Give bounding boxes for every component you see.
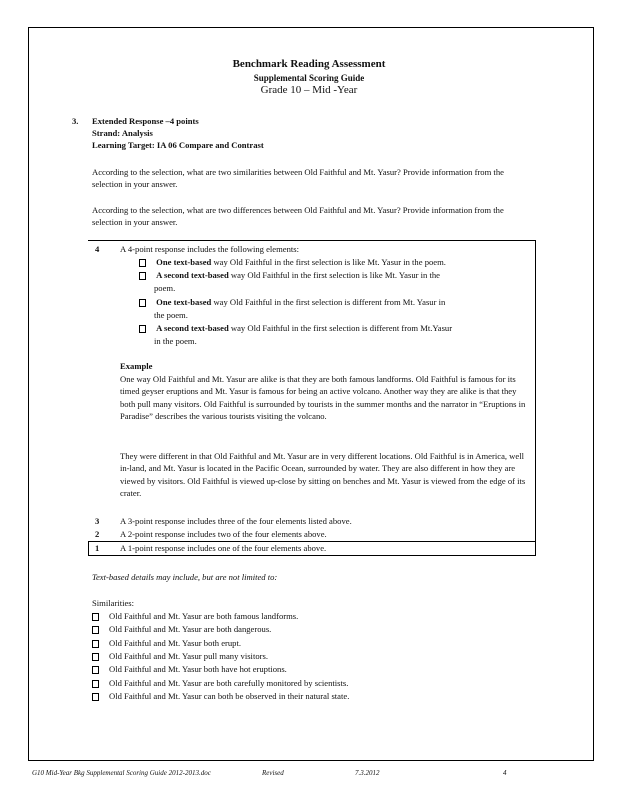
element-3: One text-based way Old Faithful in the first selection is different from Mt. Yasur in xyxy=(139,297,445,307)
doc-subtitle: Supplemental Scoring Guide xyxy=(253,73,365,83)
checkbox-icon xyxy=(92,640,99,648)
footer-filename: G10 Mid-Year Bkg Supplemental Scoring Guide 2012-2013.doc xyxy=(32,769,211,777)
checkbox-icon xyxy=(92,693,99,701)
rubric-top-rule xyxy=(88,240,536,241)
checkbox-icon xyxy=(139,259,146,267)
question-number: 3. xyxy=(72,116,79,126)
learning-target: Learning Target: IA 06 Compare and Contrast xyxy=(92,140,264,150)
similarity-item: Old Faithful and Mt. Yasur both have hot eruptions. xyxy=(92,664,287,674)
similarity-item: Old Faithful and Mt. Yasur both erupt. xyxy=(92,638,241,648)
score-3: 3 xyxy=(95,516,100,526)
similarity-item: Old Faithful and Mt. Yasur are both famous landforms. xyxy=(92,611,298,621)
example-label: Example xyxy=(120,361,153,371)
footer-date: 7.3.2012 xyxy=(355,769,380,777)
checkbox-icon xyxy=(92,680,99,688)
details-intro: Text-based details may include, but are not limited to: xyxy=(92,572,278,582)
score-4-intro: A 4-point response includes the following elements: xyxy=(120,244,300,254)
similarities-label: Similarities: xyxy=(92,598,135,608)
footer-page-number: 4 xyxy=(503,769,507,777)
element-2: A second text-based way Old Faithful in the first selection is like Mt. Yasur in the xyxy=(139,270,440,280)
checkbox-icon xyxy=(139,272,146,280)
checkbox-icon xyxy=(92,613,99,621)
doc-title: Benchmark Reading Assessment xyxy=(232,58,386,70)
checkbox-icon xyxy=(139,325,146,333)
rubric-left-rule xyxy=(88,541,89,556)
element-4: A second text-based way Old Faithful in the first selection is different from Mt.Yasur xyxy=(139,323,452,333)
prompt-differences: According to the selection, what are two differences between Old Faithful and Mt. Yasur? Provide information from the selection in your answer. xyxy=(92,205,504,228)
checkbox-icon xyxy=(92,666,99,674)
checkbox-icon xyxy=(139,299,146,307)
checkbox-icon xyxy=(92,626,99,634)
checkbox-icon xyxy=(92,653,99,661)
score-2-text: A 2-point response includes two of the four elements above. xyxy=(120,529,327,539)
example-paragraph-1: One way Old Faithful and Mt. Yasur are alike is that they are both famous landforms. Old Faithful is famous for its timed geyser eruptions and Mt. Yasur is famous for being an active volcano. Another way they are alike is that they both pull many visitors. Old Faithful is surrounded by tourists in the summer months and the narrator in “Eruptions in Paradise” describes the various tourists visiting the volcano. xyxy=(120,374,526,422)
prompt-similarities: According to the selection, what are two similarities between Old Faithful and Mt. Yasur? Provide information from the selection in your answer. xyxy=(92,167,504,190)
score-1-text: A 1-point response includes one of the four elements above. xyxy=(120,543,327,553)
rubric-bottom-rule xyxy=(88,555,536,556)
question-strand: Strand: Analysis xyxy=(92,128,153,138)
rubric-row-rule xyxy=(88,541,536,542)
similarity-item: Old Faithful and Mt. Yasur are both carefully monitored by scientists. xyxy=(92,678,348,688)
similarity-item: Old Faithful and Mt. Yasur pull many visitors. xyxy=(92,651,268,661)
similarity-item: Old Faithful and Mt. Yasur are both dangerous. xyxy=(92,624,271,634)
element-1: One text-based way Old Faithful in the first selection is like Mt. Yasur in the poem. xyxy=(139,257,446,267)
rubric-right-rule xyxy=(535,240,536,555)
element-3-cont: the poem. xyxy=(154,310,188,320)
element-4-cont: in the poem. xyxy=(154,336,197,346)
similarity-item: Old Faithful and Mt. Yasur can both be observed in their natural state. xyxy=(92,691,349,701)
element-2-cont: poem. xyxy=(154,283,176,293)
question-type: Extended Response –4 points xyxy=(92,116,199,126)
grade-label: Grade 10 – Mid -Year xyxy=(260,84,358,96)
example-paragraph-2: They were different in that Old Faithful and Mt. Yasur are in very different locations. Old Faithful is in America, well in-land, and Mt. Yasur is located in the Pacific Ocean, surrounded by water. They are also different in how they are viewed by visitors. Old Faithful is viewed up-close by sitting on benches and Mt. Yasur is viewed from the edge of its crater. xyxy=(120,451,526,499)
score-4: 4 xyxy=(95,244,100,254)
footer-status: Revised xyxy=(262,769,284,777)
score-2: 2 xyxy=(95,529,100,539)
score-1: 1 xyxy=(95,543,100,553)
score-3-text: A 3-point response includes three of the four elements listed above. xyxy=(120,516,352,526)
